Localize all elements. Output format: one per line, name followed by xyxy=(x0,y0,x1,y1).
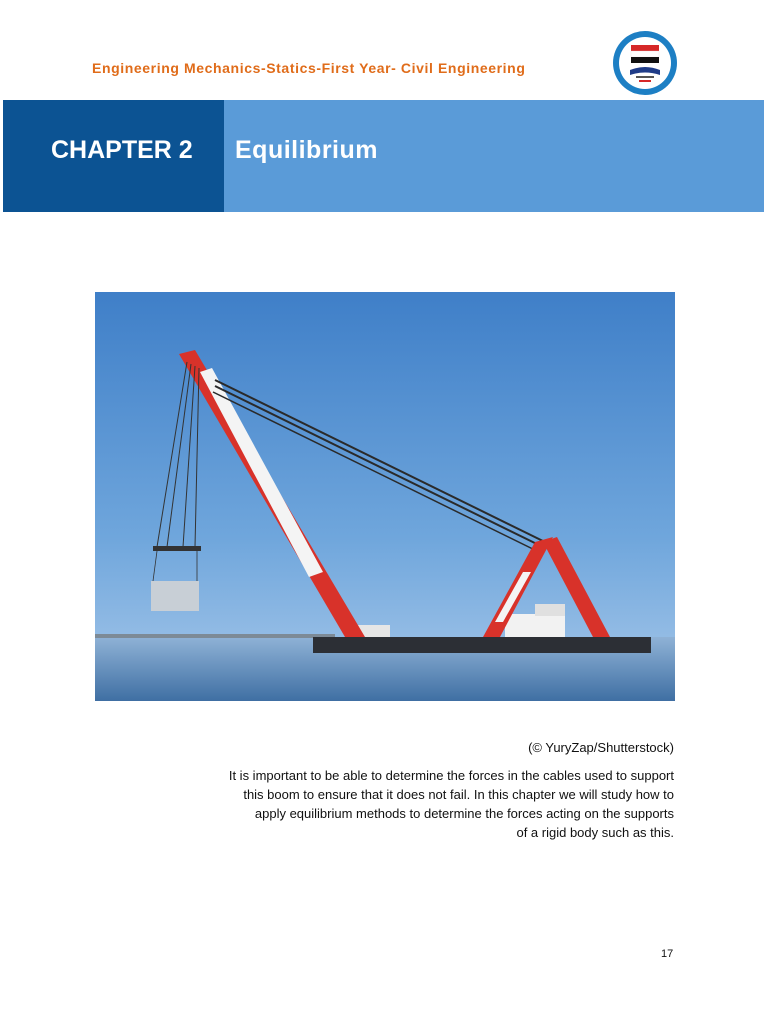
page-number: 17 xyxy=(661,948,674,960)
figure-caption xyxy=(154,766,674,842)
caption-line: apply equilibrium methods to determine the forces acting on the supports xyxy=(254,806,674,821)
chapter-label: CHAPTER 2 xyxy=(51,136,193,164)
chapter-banner xyxy=(3,100,764,212)
university-seal-icon xyxy=(612,30,678,96)
floating-crane-photo xyxy=(95,292,675,701)
chapter-title: Equilibrium xyxy=(235,136,378,164)
caption-line: this boom to ensure that it does not fail. In this chapter we will study how to xyxy=(243,787,674,802)
caption-line: It is important to be able to determine the forces in the cables used to support xyxy=(228,768,674,783)
running-header-title: Engineering Mechanics-Statics-First Year- Civil Engineering xyxy=(92,60,526,76)
caption-line: of a rigid body such as this. xyxy=(516,825,674,840)
photo-credit: (© YuryZap/Shutterstock) xyxy=(528,740,674,755)
